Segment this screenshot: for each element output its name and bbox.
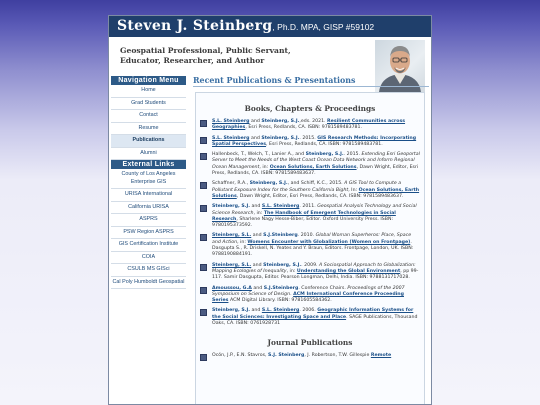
publication-link[interactable]: Understanding the Global Environment: [296, 268, 401, 274]
author-name: S.J.Steinberg: [263, 285, 299, 291]
citation-text: and: [251, 285, 264, 291]
external-link-county-of-los-angeles-enterprise-gis[interactable]: County of Los Angeles Enterprise GIS: [111, 169, 186, 189]
nav-item-resume[interactable]: Resume: [111, 123, 186, 136]
external-link-psw-region-asprs[interactable]: PSW Region ASPRS: [111, 227, 186, 240]
publication-text: [212, 308, 420, 327]
citation-text: , and Schiff, K.C., 2015.: [287, 181, 345, 187]
external-links-heading: External Links: [111, 160, 186, 169]
citation-text: ACM Digital Library. ISBN: 9781605584362.: [228, 298, 332, 304]
citation-text: , J. Robertson, T.W. Gillespie: [304, 353, 371, 359]
coauthor-link[interactable]: Steinberg, S.L.: [212, 233, 252, 239]
book-icon: [200, 354, 207, 361]
citation-text: .: [290, 291, 294, 297]
author-name: Steinberg, S.J.: [261, 119, 300, 124]
citation-text: and: [249, 119, 262, 124]
site-banner: [109, 16, 431, 37]
citation-text: , Esri Press, Redlands, CA. ISBN: 9781589483781.: [245, 125, 363, 131]
external-link-gis-certification-institute[interactable]: GIS Certification Institute: [111, 239, 186, 252]
author-name: Steinberg, S.J.: [212, 204, 251, 210]
citation-text: , Dawn Wright, Editor, Esri Press, Redlands, CA. ISBN: 9781589483637.: [212, 164, 419, 177]
publication-entry: [196, 119, 424, 132]
section-heading-books-chapters-proceedings: Books, Chapters & Proceedings: [244, 104, 376, 113]
work-title: Extending Esri Geoportal Server to Meet the Needs of the West Coast Ocean Data Network and Inform Regional Ocean Management: [212, 152, 420, 170]
publication-text: [212, 181, 420, 200]
publication-text: [212, 119, 420, 132]
book-icon: [200, 137, 207, 144]
citation-text: . Dasgupta S., R. Driskell, N. Yeates and Y. Braun, Editors. Frontpage, London, UK. ISBN: 9788190884191.: [212, 239, 414, 258]
section-heading-journal-publications: Journal Publications: [267, 338, 353, 348]
book-icon: [200, 182, 207, 189]
citation-text: . 2010.: [297, 233, 316, 239]
work-title: A GIS Tool to Compute a Pollutant Exposure Index for the Southern California Bight: [212, 181, 402, 193]
publication-entry: [196, 204, 424, 229]
external-link-coia[interactable]: COIA: [111, 252, 186, 265]
publication-entry: [196, 308, 424, 327]
author-name: S.J.Steinberg: [263, 233, 298, 239]
citation-text: and: [249, 135, 262, 141]
publication-text: [212, 136, 420, 149]
citation-text: Hallenbeck, T., Welch, T., Lanier A., and: [212, 152, 306, 158]
citation-text: , in:: [286, 268, 297, 274]
book-icon: [200, 205, 207, 212]
coauthor-link[interactable]: S.L. Steinberg: [261, 204, 300, 210]
coauthor-link[interactable]: Steinberg, S.L.: [212, 262, 252, 268]
main-content: [193, 76, 429, 405]
publication-text: [212, 286, 420, 305]
publication-entry: [196, 286, 424, 305]
external-links-list: [111, 169, 186, 289]
citation-text: , In:: [348, 187, 359, 193]
book-icon: [200, 120, 207, 127]
nav-item-alumni[interactable]: Alumni: [111, 148, 186, 161]
nav-item-home[interactable]: Home: [111, 85, 186, 98]
coauthor-link[interactable]: S.L. Steinberg: [261, 308, 300, 314]
nav-item-contact[interactable]: Contact: [111, 110, 186, 123]
citation-text: . 2015.: [299, 135, 318, 141]
author-name: Steinberg, S.J.: [305, 152, 344, 158]
publication-link[interactable]: Ocean Solutions, Earth Solutions: [212, 187, 420, 199]
citation-text: . 2009.: [301, 262, 320, 268]
citation-text: , Esri Press, Redlands, CA. ISBN: 9781589483781.: [266, 141, 383, 147]
citation-text: Schaffner, R.A.,: [212, 181, 250, 187]
external-link-csulb-ms-gisci[interactable]: CSULB MS GISci: [111, 264, 186, 277]
sidebar: [111, 76, 186, 289]
citation-text: , Sharlene Nagy Hesse-Biber, Editor. Oxford University Press. ISBN: 9780195373592.: [212, 216, 394, 229]
book-icon: [200, 153, 207, 160]
citation-text: , Dawn Wright, Editor, Esri Press, Redlands, CA. ISBN: 9781589483637.: [236, 193, 404, 199]
citation-text: Ocón, J.P., E.N. Stavros,: [212, 353, 269, 359]
site-name: Steven J. Steinberg: [117, 18, 273, 34]
publication-entry: [196, 136, 424, 149]
publication-entry: [196, 263, 424, 282]
citation-text: . Conference Chairs.: [298, 285, 348, 291]
citation-text: and: [250, 204, 262, 210]
citation-text: . 2015.: [343, 152, 362, 158]
publication-entry: [196, 233, 424, 258]
citation-text: . 2011.: [299, 204, 318, 210]
citation-text: , in:: [237, 239, 248, 245]
publication-link[interactable]: Geographic Information Systems for the Social Sciences: Investigating Space and Place: [212, 308, 414, 320]
citation-text: . SAGE Publications, Thousand Oaks, CA. ISBN: 0761928731: [212, 314, 418, 327]
page-title: Recent Publications & Presentations: [193, 76, 429, 87]
work-title: Global Woman Superheros: Place, Space and Action: [212, 233, 412, 245]
work-title: Proceedings of the 2007 Symposium on Science of Design: [212, 285, 405, 297]
author-name: Steinberg, S.J.: [263, 262, 302, 268]
author-name: Steinberg, S.J.: [212, 308, 251, 314]
external-link-asprs[interactable]: ASPRS: [111, 214, 186, 227]
citation-text: and: [250, 308, 262, 314]
publication-entry: [196, 353, 424, 359]
citation-text: and: [251, 233, 264, 239]
publication-text: [212, 353, 420, 359]
citation-text: and: [251, 262, 264, 268]
author-name: Steinberg, S.J.: [261, 135, 300, 141]
site-credentials: , Ph.D. MPA, GISP #59102: [272, 22, 375, 32]
publication-entry: [196, 152, 424, 177]
nav-list: [111, 85, 186, 160]
coauthor-link[interactable]: S.L. Steinberg: [212, 119, 250, 124]
citation-text: , in:: [259, 164, 270, 170]
publication-text: [212, 263, 420, 282]
book-icon: [200, 234, 207, 241]
author-name: Steinberg, S.J.: [249, 181, 288, 187]
work-title: A Sociospatial Approach to Globalization: Mapping Ecologies of Inequality: [212, 262, 416, 274]
author-name: S.J. Steinberg: [268, 353, 305, 359]
publication-link[interactable]: Ocean Solutions, Earth Solutions: [269, 164, 357, 170]
publication-link[interactable]: Resilient Communities across Geographies: [212, 119, 406, 131]
publication-link[interactable]: GIS Research Methods: Incorporating Spatial Perspectives: [212, 135, 417, 147]
publication-text: [212, 233, 420, 258]
page-container: [108, 15, 432, 405]
publication-link[interactable]: Remote: [370, 353, 392, 359]
book-icon: [200, 264, 207, 271]
coauthor-link[interactable]: Amoussou, G.A: [212, 285, 252, 291]
external-link-cal-poly-humboldt-geospatial[interactable]: Cal Poly Humboldt Geospatial: [111, 277, 186, 290]
citation-text: ,eds. 2021.: [299, 119, 328, 124]
external-link-california-urisa[interactable]: California URISA: [111, 202, 186, 215]
site-tagline: Geospatial Professional, Public Servant, Educator, Researcher, and Author: [120, 46, 291, 65]
citation-text: , pp 99-117. Samir Dasgupta, Editor. Pearson Longman, Delhi, India. ISBN: 9788131717028.: [212, 268, 419, 281]
citation-text: . 2006.: [299, 308, 318, 314]
site-title[interactable]: [117, 18, 374, 34]
nav-item-publications[interactable]: Publications: [111, 135, 186, 148]
navigation-menu-heading: Navigation Menu: [111, 76, 186, 85]
external-link-urisa-international[interactable]: URISA International: [111, 189, 186, 202]
publication-text: [212, 152, 420, 177]
book-icon: [200, 309, 207, 316]
publications-panel: [195, 92, 425, 405]
publication-link[interactable]: The Handbook of Emergent Technologies in Social Research: [212, 210, 396, 222]
publication-link[interactable]: ACM International Conference Proceeding Series: [212, 291, 404, 304]
publication-text: [212, 204, 420, 229]
work-title: Geospatial Analysis Technology and Social Science Research: [212, 204, 417, 216]
coauthor-link[interactable]: S.L. Steinberg: [212, 135, 250, 141]
nav-item-grad-students[interactable]: Grad Students: [111, 98, 186, 111]
book-icon: [200, 287, 207, 294]
publication-entry: [196, 181, 424, 200]
citation-text: , in:: [253, 210, 264, 216]
publication-link[interactable]: Womens Encounter with Globalization (Women on Frontpage): [247, 239, 411, 245]
